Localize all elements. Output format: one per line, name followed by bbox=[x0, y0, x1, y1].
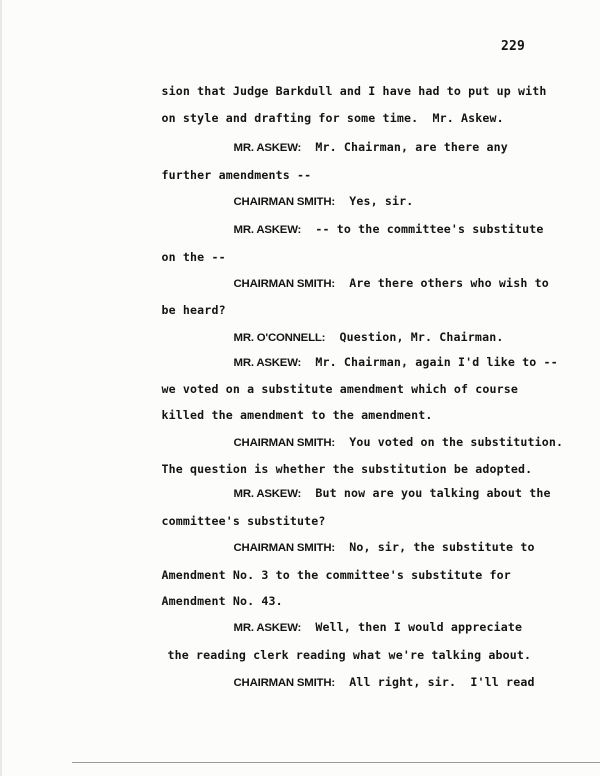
speaker-name: MR. O'CONNELL: bbox=[233, 332, 326, 344]
line-text: No, sir, the substitute to bbox=[334, 540, 535, 554]
line-text: Well, then I would appreciate bbox=[301, 620, 523, 634]
line-text: killed the amendment to the amendment. bbox=[161, 408, 433, 422]
line-text: we voted on a substitute amendment which of course bbox=[161, 382, 519, 396]
speaker-name: MR. ASKEW: bbox=[233, 357, 302, 369]
line-text: Question, Mr. Chairman. bbox=[325, 330, 504, 344]
speaker-name: MR. ASKEW: bbox=[233, 622, 302, 634]
line-text: on the -- bbox=[161, 250, 226, 264]
page-edge bbox=[0, 0, 2, 776]
line-text: All right, sir. I'll read bbox=[334, 675, 535, 689]
line-text: the reading clerk reading what we're talking about. bbox=[167, 648, 532, 662]
transcript-line bbox=[205, 661, 535, 704]
speaker-name: CHAIRMAN SMITH: bbox=[233, 278, 335, 290]
speaker-name: MR. ASKEW: bbox=[233, 142, 302, 154]
line-text: You voted on the substitution. bbox=[334, 435, 564, 449]
line-text: Amendment No. 43. bbox=[161, 594, 283, 608]
page-number: 229 bbox=[501, 39, 526, 54]
transcript-line bbox=[205, 208, 544, 251]
transcript-line bbox=[205, 262, 549, 305]
line-text: Mr. Chairman, are there any bbox=[301, 140, 508, 154]
line-text: be heard? bbox=[161, 303, 226, 317]
speaker-name: MR. ASKEW: bbox=[233, 224, 302, 236]
speaker-name: CHAIRMAN SMITH: bbox=[233, 542, 335, 554]
line-text: on style and drafting for some time. Mr. Askew. bbox=[161, 111, 504, 125]
line-text: sion that Judge Barkdull and I have had to put up with bbox=[161, 84, 547, 98]
speaker-name: MR. ASKEW: bbox=[233, 488, 302, 500]
line-text: Are there others who wish to bbox=[334, 276, 549, 290]
line-text: Yes, sir. bbox=[334, 194, 414, 208]
speaker-name: CHAIRMAN SMITH: bbox=[233, 196, 335, 208]
speaker-name: CHAIRMAN SMITH: bbox=[233, 437, 335, 449]
line-text: further amendments -- bbox=[161, 168, 312, 182]
bottom-rule bbox=[72, 762, 600, 763]
speaker-name: CHAIRMAN SMITH: bbox=[233, 677, 335, 689]
line-text: Amendment No. 3 to the committee's substitute for bbox=[161, 568, 511, 582]
line-text: But now are you talking about the bbox=[301, 486, 551, 500]
line-text: -- to the committee's substitute bbox=[301, 222, 544, 236]
line-text: The question is whether the substitution be adopted. bbox=[161, 462, 533, 476]
line-text: committee's substitute? bbox=[161, 514, 326, 528]
line-text: Mr. Chairman, again I'd like to -- bbox=[301, 355, 558, 369]
